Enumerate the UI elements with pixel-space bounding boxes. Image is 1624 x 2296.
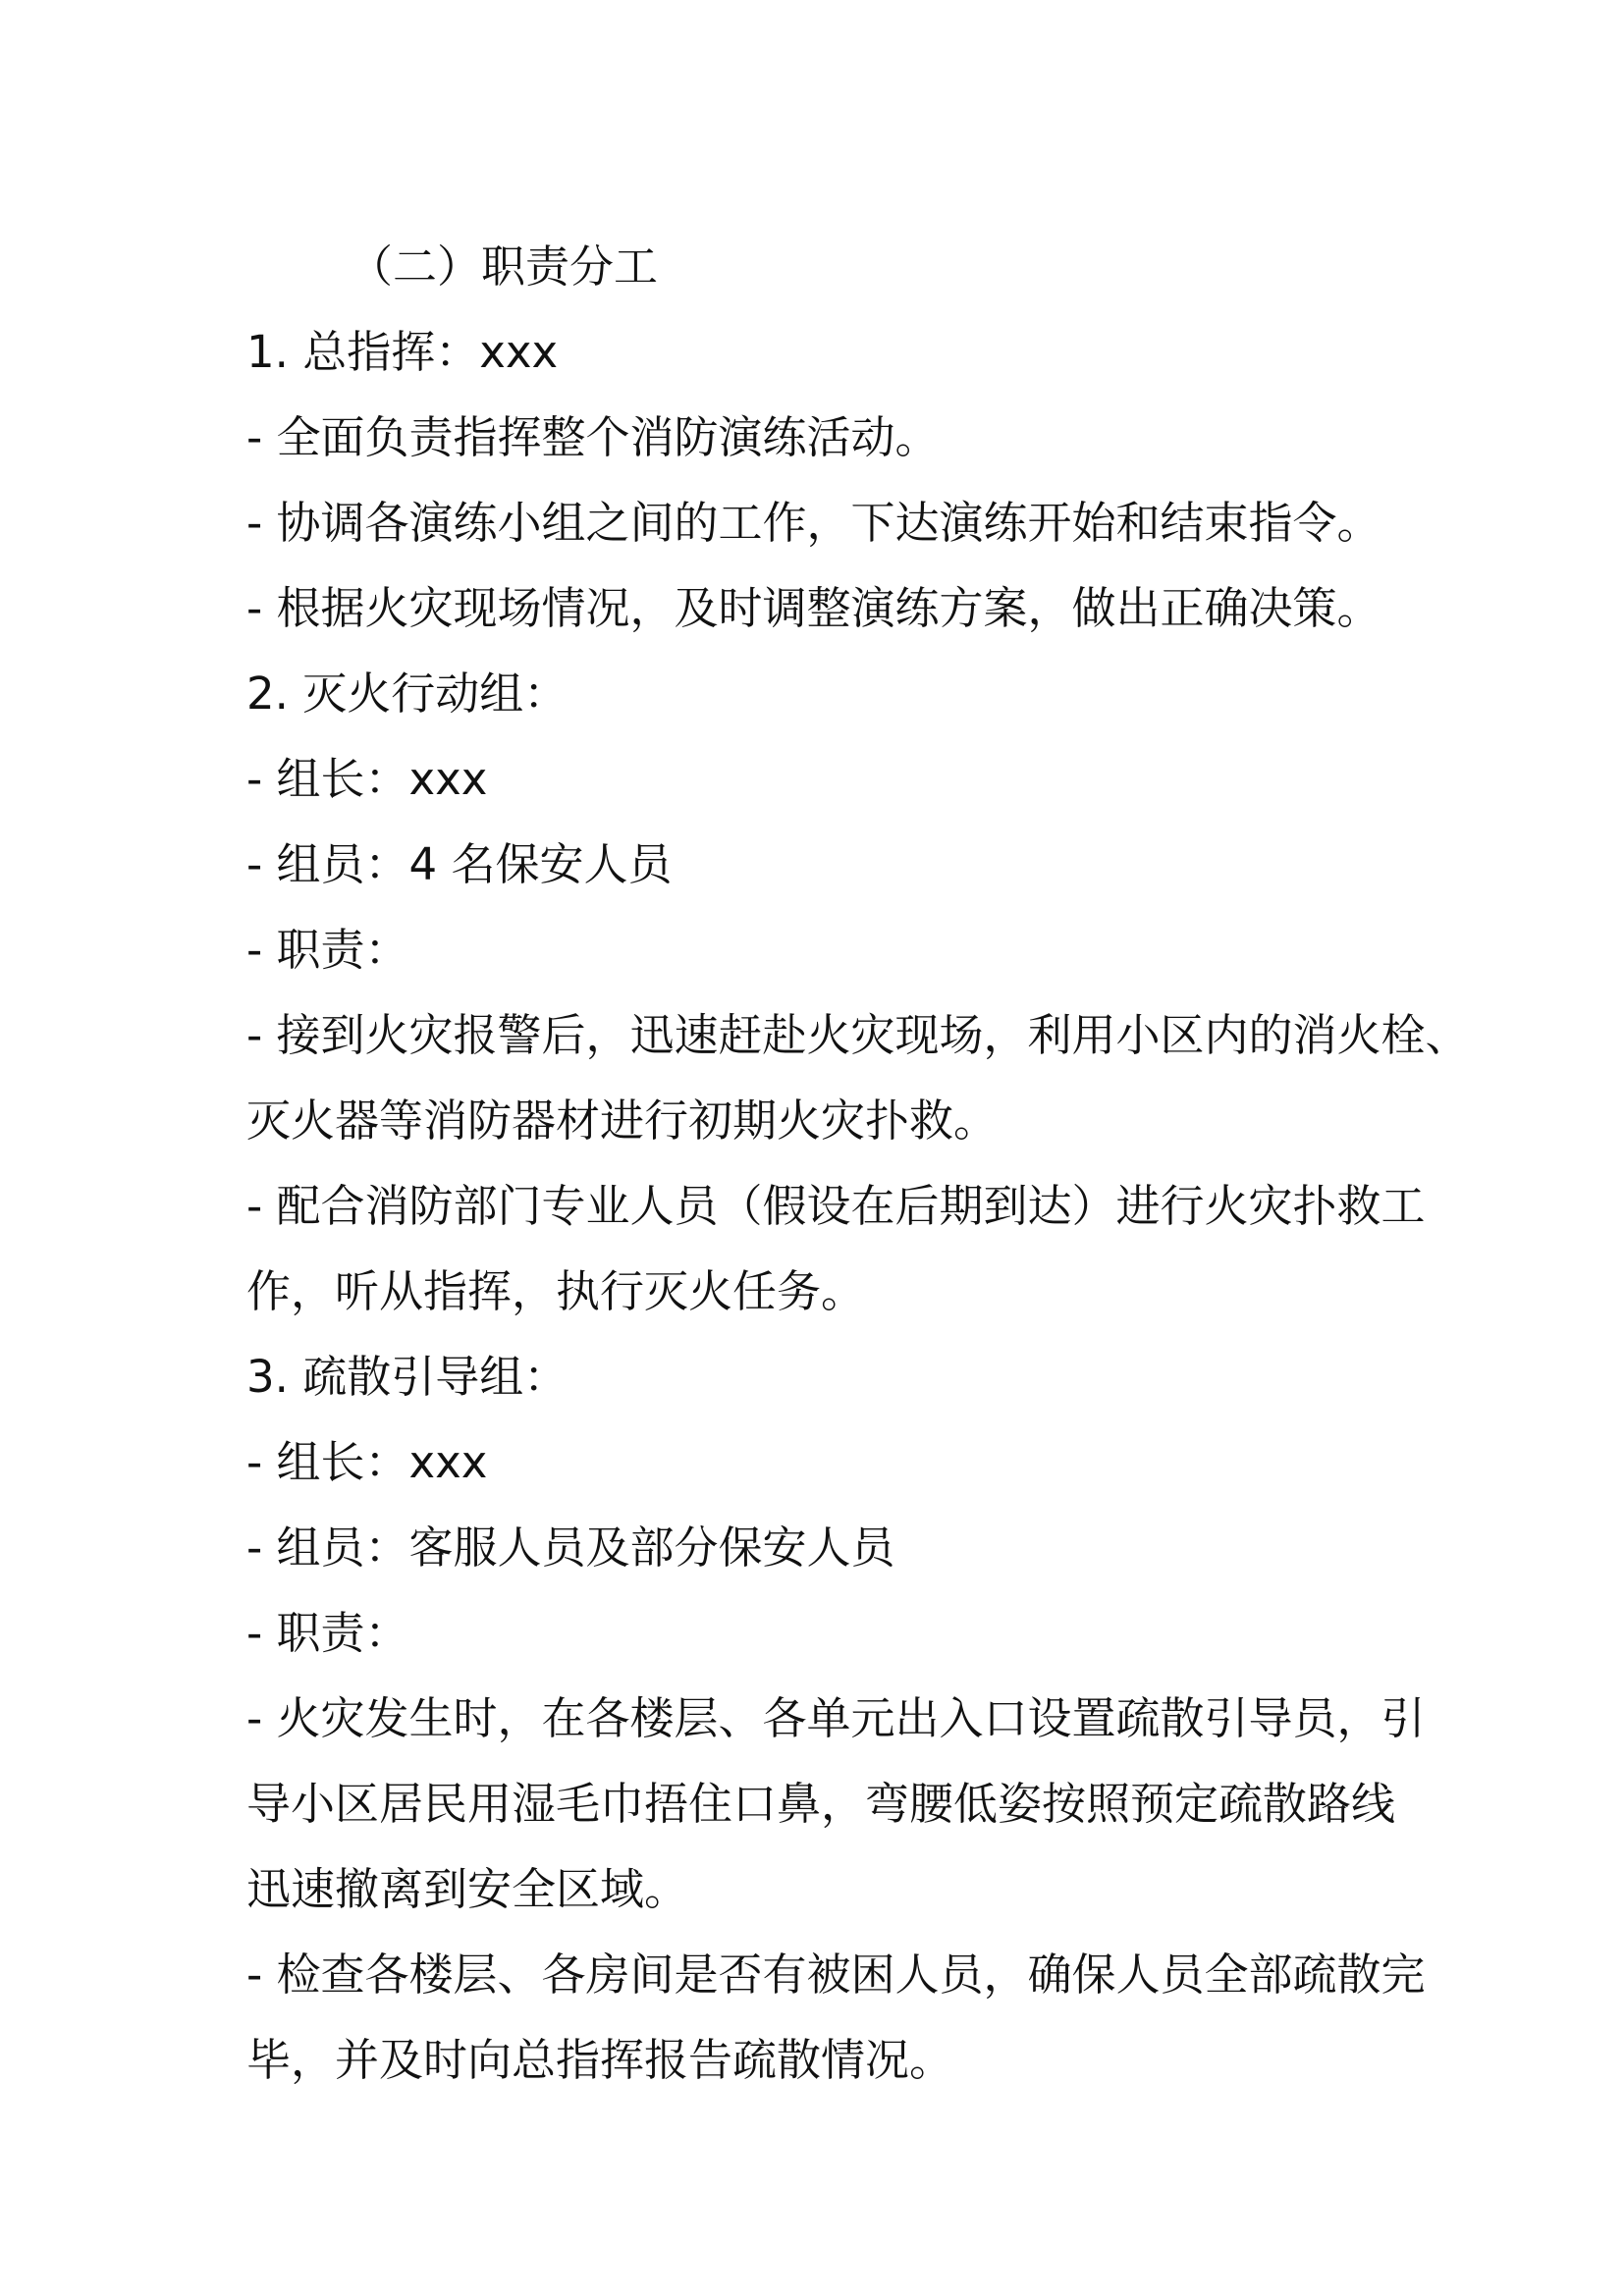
document-body — [246, 224, 1470, 2103]
text-line: - 全面负责指挥整个消防演练活动。 — [246, 411, 940, 463]
section-heading: （二）职责分工 — [349, 240, 659, 293]
text-line: 迅速撤离到安全区域。 — [246, 1863, 689, 1915]
text-line: - 职责： — [246, 924, 409, 976]
item-heading-firefighting-group: 2. 灭火行动组： — [246, 667, 568, 720]
text-line: 毕，并及时向总指挥报告疏散情况。 — [246, 2034, 954, 2086]
item-heading-commander: 1. 总指挥：xxx — [246, 326, 559, 378]
text-line: - 职责： — [246, 1607, 409, 1659]
text-line: - 检查各楼层、各房间是否有被困人员，确保人员全部疏散完 — [246, 1949, 1426, 2001]
text-line: 灭火器等消防器材进行初期火灾扑救。 — [246, 1095, 999, 1147]
text-line: 导小区居民用湿毛巾捂住口鼻，弯腰低姿按照预定疏散路线 — [246, 1778, 1396, 1830]
text-line: - 组员：4 名保安人员 — [246, 838, 673, 890]
item-heading-evacuation-group: 3. 疏散引导组： — [246, 1351, 568, 1403]
text-line: - 配合消防部门专业人员（假设在后期到达）进行火灾扑救工 — [246, 1180, 1426, 1232]
text-line: - 接到火灾报警后，迅速赶赴火灾现场，利用小区内的消火栓、 — [246, 1009, 1470, 1061]
text-line: - 组员：客服人员及部分保安人员 — [246, 1522, 895, 1574]
text-line: - 组长：xxx — [246, 1436, 488, 1488]
text-line: - 根据火灾现场情况，及时调整演练方案，做出正确决策。 — [246, 582, 1381, 634]
text-line: - 协调各演练小组之间的工作，下达演练开始和结束指令。 — [246, 497, 1381, 549]
text-line: - 组长：xxx — [246, 753, 488, 805]
text-line: - 火灾发生时，在各楼层、各单元出入口设置疏散引导员，引 — [246, 1692, 1426, 1744]
text-line: 作，听从指挥，执行灭火任务。 — [246, 1265, 866, 1317]
